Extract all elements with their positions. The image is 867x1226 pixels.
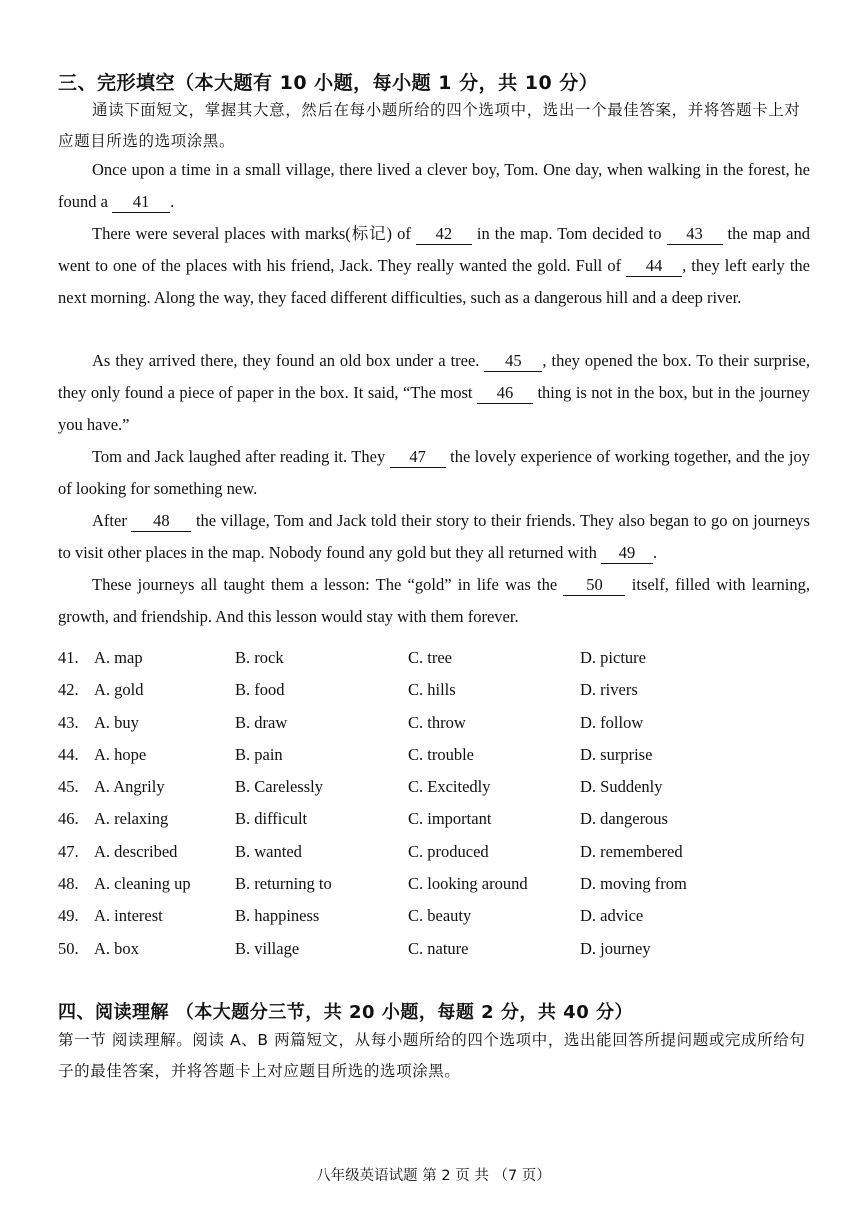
blank-47: 47 — [390, 447, 446, 468]
page-footer: 八年级英语试题 第 2 页 共 （7 页） — [316, 1168, 551, 1184]
section-4-instructions: 第一节 阅读理解。阅读 A、B 两篇短文，从每小题所给的四个选项中，选出能回答所提问题或完成所给句子的最佳答案，并将答题卡上对应题目所选的选项涂黑。 — [58, 1031, 806, 1080]
passage-paragraph-4: Tom and Jack laughed after reading it. They 47 the lovely experience of working together, and the joy of looking for something new. — [58, 447, 810, 498]
passage-paragraph-2: There were several places with marks(标记) of 42 in the map. Tom decided to 43 the map and went to one of the places with his friend, Jack. They really wanted the gold. Full of 44 , they left early the next morning. Along the way, they faced different difficulties, such as a dangerous hill and a deep river. — [58, 224, 810, 307]
passage-paragraph-6: These journeys all taught them a lesson: The “gold” in life was the 50 itself, filled with learning, growth, and friendship. And this lesson would stay with them forever. — [58, 575, 810, 626]
blank-45: 45 — [484, 351, 542, 372]
blank-43: 43 — [667, 224, 723, 245]
section-3-title: 三、完形填空（本大题有 10 小题，每小题 1 分，共 10 分） — [58, 72, 599, 94]
passage-paragraph-3: As they arrived there, they found an old box under a tree. 45 , they opened the box. To their surprise, they only found a piece of paper in the box. It said, “The most 46 thing is not in the box, but in the journey you have.” — [58, 351, 810, 434]
blank-48: 48 — [131, 511, 191, 532]
blank-49: 49 — [601, 543, 653, 564]
blank-46: 46 — [477, 383, 533, 404]
blank-50: 50 — [563, 575, 625, 596]
blank-44: 44 — [626, 256, 682, 277]
exam-page: 三、完形填空（本大题有 10 小题，每小题 1 分，共 10 分） 通读下面短文，掌握其大意，然后在每小题所给的四个选项中，选出一个最佳答案，并将答题卡上对应题目所选的选项涂黑。 Once upon a time in a small village, there lived a clever boy, Tom. One day, when walking in the forest, he found a 41 . There were several places with marks(标记) of 42 in the map. Tom decided to 43 the map and went to one of the places with his friend, Jack. They really wanted the gold. Full of 44 , they left early the next morning. Along the way, they faced different difficulties, such as a dangerous hill and a deep river. As they arrived there, they found an old box under a tree. 45 , they opened the box. To their surprise, they only found a piece of paper in the box. It said, “The most 46 thing is not in the box, but in the journey you have.” Tom and Jack laughed after reading it. They 47 the lovely experience of working together, and the joy of looking for something new. After 48 the village, Tom and Jack told their story to their friends. They also began to go on journeys to visit other places in the map. Nobody found any gold but they all returned with 49 . These journeys all taught them a lesson: The “gold” in life was the 50 itself, filled with learning, growth, and friendship. And this lesson would stay with them forever. 41. A. map B. rock C. tree D. picture 42. A. gold B. food C. hills D. rivers 43. A. buy B. draw C. throw D. follow 44. A. hope B. pain C. trouble D. surprise 45. A. Angrily B. Carelessly C. Excitedly D. Suddenly 46. A. relaxing B. difficult C. important D. dangerous 47. A. described B. wanted C. produced D. remembered 48. A. cleaning up B. returning to C. looking around D. moving from 49. A. interest B. happiness C. beauty D. advice 50. A. box B. village C. nature D. journey 四、阅读理解 （本大题分三节，共 20 小题，每题 2 分，共 40 分） 第一节 阅读理解。阅读 A、B 两篇短文，从每小题所给的四个选项中，选出能回答所提问题或完成所给句子的最佳答案，并将答题卡上对应题目所选的选项涂黑。 八年级英语试题 第 2 页 共 （7 页） — [0, 0, 867, 1226]
blank-41: 41 — [112, 192, 170, 213]
section-4-title: 四、阅读理解 （本大题分三节，共 20 小题，每题 2 分，共 40 分） — [58, 1002, 633, 1023]
section-3-instructions: 通读下面短文，掌握其大意，然后在每小题所给的四个选项中，选出一个最佳答案，并将答题卡上对应题目所选的选项涂黑。 — [58, 101, 801, 150]
passage-paragraph-1: Once upon a time in a small village, there lived a clever boy, Tom. One day, when walking in the forest, he found a 41 . — [58, 160, 810, 211]
passage-paragraph-5: After 48 the village, Tom and Jack told their story to their friends. They also began to go on journeys to visit other places in the map. Nobody found any gold but they all returned with 49 . — [58, 511, 810, 562]
blank-42: 42 — [416, 224, 472, 245]
